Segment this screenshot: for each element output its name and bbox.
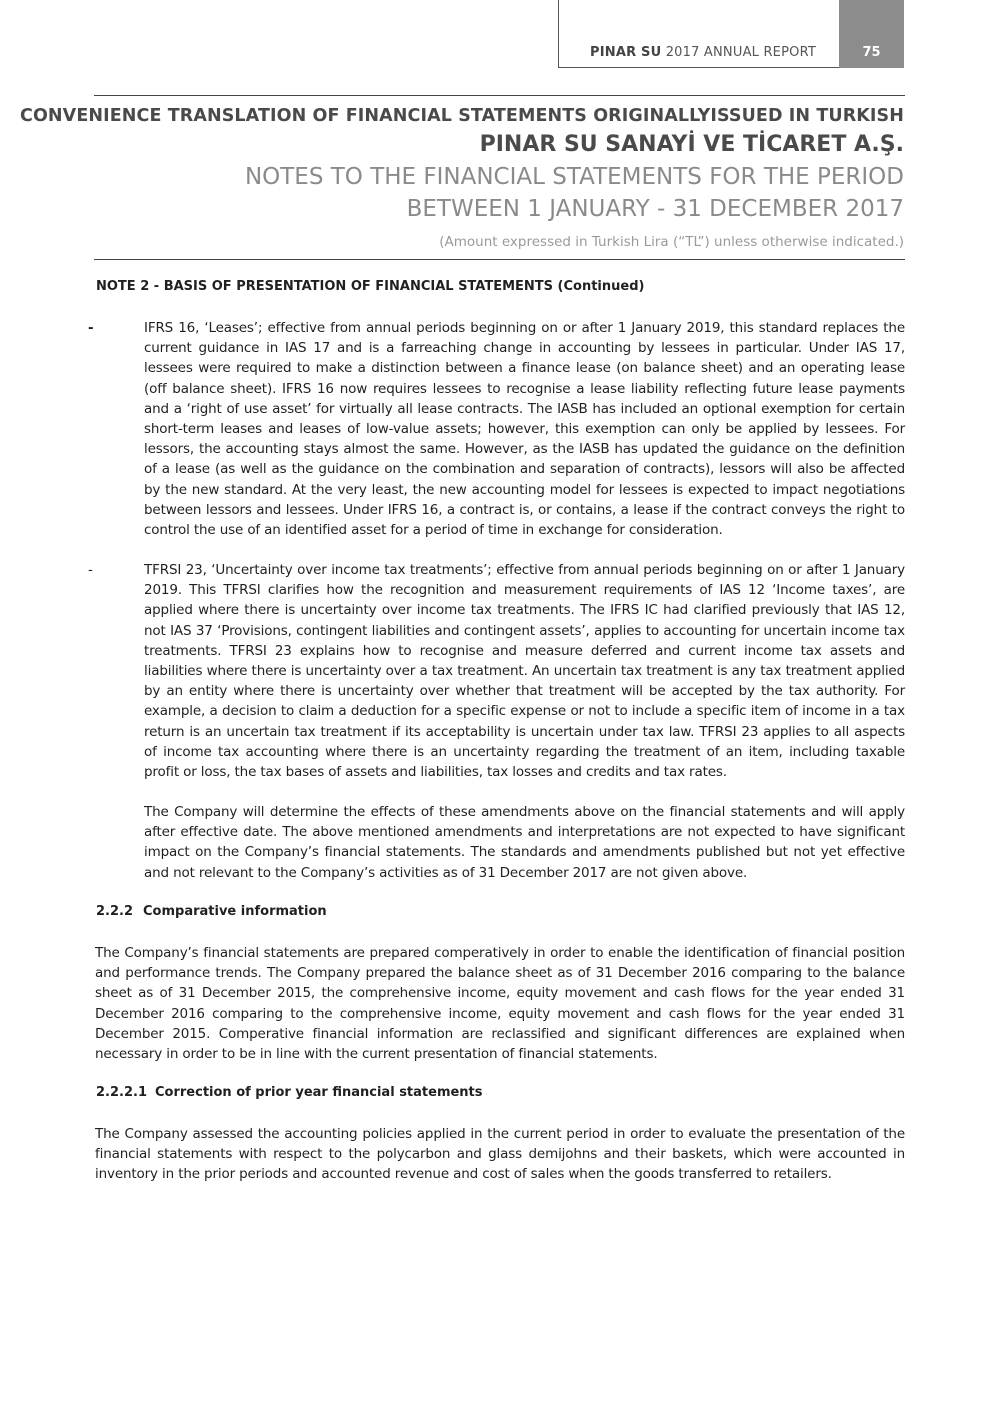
running-header bbox=[564, 45, 816, 60]
bullet-marker: - bbox=[88, 320, 94, 336]
section-number: 2.2.2.1 bbox=[96, 1085, 147, 1100]
page-number: 75 bbox=[862, 45, 881, 60]
correction-paragraph: The Company assessed the accounting policies applied in the current period in order to evaluate the presentation of the financial statements with respect to the polycarbon and glass demijohns and their baskets, which were accounted in inventory in the prior periods and accounted revenue and cost of sales when the goods transferred to retailers. bbox=[95, 1126, 905, 1183]
currency-note: (Amount expressed in Turkish Lira (“TL”) unless otherwise indicated.) bbox=[439, 234, 904, 250]
translation-notice: CONVENIENCE TRANSLATION OF FINANCIAL STATEMENTS ORIGINALLYISSUED IN TURKISH bbox=[20, 106, 904, 126]
header-top-rule bbox=[94, 95, 905, 96]
company-name: PINAR SU SANAYİ VE TİCARET A.Ş. bbox=[479, 132, 904, 157]
tfrsi23-paragraph: TFRSI 23, ‘Uncertainty over income tax treatments’; effective from annual periods beginning on or after 1 January 2019. This TFRSI clarifies how the recognition and measurement requirements of IAS 12 ‘Income taxes’, are applied where there is uncertainty over income tax treatments. The IFRS IC had clarified previously that IAS 12, not IAS 37 ‘Provisions, contingent liabilities and contingent assets’, applies to accounting for uncertain income tax treatments. TFRSI 23 explains how to recognise and measure deferred and current income tax assets and liabilities where there is uncertainty over a tax treatment. An uncertain tax treatment is any tax treatment applied by an entity where there is uncertainty over whether that treatment will be accepted by the tax authority. For example, a decision to claim a deduction for a specific expense or not to include a specific item of income in a tax return is an uncertain tax treatment if its acceptability is uncertain under tax law. TFRSI 23 applies to all aspects of income tax accounting where there is an uncertainty regarding the treatment of an item, including taxable profit or loss, the tax bases of assets and liabilities, tax losses and credits and tax rates. bbox=[144, 562, 905, 781]
bullet-marker: - bbox=[88, 562, 93, 578]
note-title: NOTE 2 - BASIS OF PRESENTATION OF FINANCIAL STATEMENTS (Continued) bbox=[96, 279, 645, 294]
comparative-information-paragraph: The Company’s financial statements are prepared comperatively in order to enable the identification of financial position and performance trends. The Company prepared the balance sheet as of 31 December 2016 comparing to the balance sheet as of 31 December 2015, the comprehensive income, equity movement and cash flows for the year ended 31 December 2016 comparing to the comprehensive income, equity movement and cash flows for the year ended 31 December 2015. Comperative financial information are reclassified and significant differences are explained when necessary in order to be in line with the current presentation of financial statements. bbox=[95, 945, 905, 1063]
document-title-line2: BETWEEN 1 JANUARY - 31 DECEMBER 2017 bbox=[406, 196, 904, 222]
company-effects-paragraph: The Company will determine the effects of these amendments above on the financial statements and will apply after effective date. The above mentioned amendments and interpretations are not expected to have significant impact on the Company’s financial statements. The standards and amendments published but not yet effective and not relevant to the Company’s activities as of 31 December 2017 are not given above. bbox=[144, 804, 905, 881]
section-title: Correction of prior year financial statements bbox=[155, 1085, 483, 1100]
header-bottom-rule bbox=[94, 259, 905, 260]
section-heading-2-2-2-1 bbox=[96, 1085, 483, 1100]
section-title: Comparative information bbox=[143, 904, 327, 919]
section-number: 2.2.2 bbox=[96, 904, 134, 919]
running-header-brand: PINAR SU bbox=[589, 45, 662, 60]
section-heading-2-2-2 bbox=[96, 904, 327, 919]
ifrs16-paragraph: IFRS 16, ‘Leases’; effective from annual periods beginning on or after 1 January 2019, this standard replaces the current guidance in IAS 17 and is a farreaching change in accounting by lessees in particular. Under IAS 17, lessees were required to make a distinction between a finance lease (on balance sheet) and an operating lease (off balance sheet). IFRS 16 now requires lessees to recognise a lease liability reflecting future lease payments and a ‘right of use asset’ for virtually all lease contracts. The IASB has included an optional exemption for certain short-term leases and leases of low-value assets; however, this exemption can only be applied by lessees. For lessors, the accounting stays almost the same. However, as the IASB has updated the guidance on the definition of a lease (as well as the guidance on the combination and separation of contracts), lessors will also be affected by the new standard. At the very least, the new accounting model for lessees is expected to impact negotiations between lessors and lessees. Under IFRS 16, a contract is, or contains, a lease if the contract conveys the right to control the use of an identified asset for a period of time in exchange for consideration. bbox=[144, 320, 905, 539]
document-title-line1: NOTES TO THE FINANCIAL STATEMENTS FOR THE PERIOD bbox=[244, 164, 904, 190]
running-header-text: 2017 ANNUAL REPORT bbox=[665, 45, 816, 60]
